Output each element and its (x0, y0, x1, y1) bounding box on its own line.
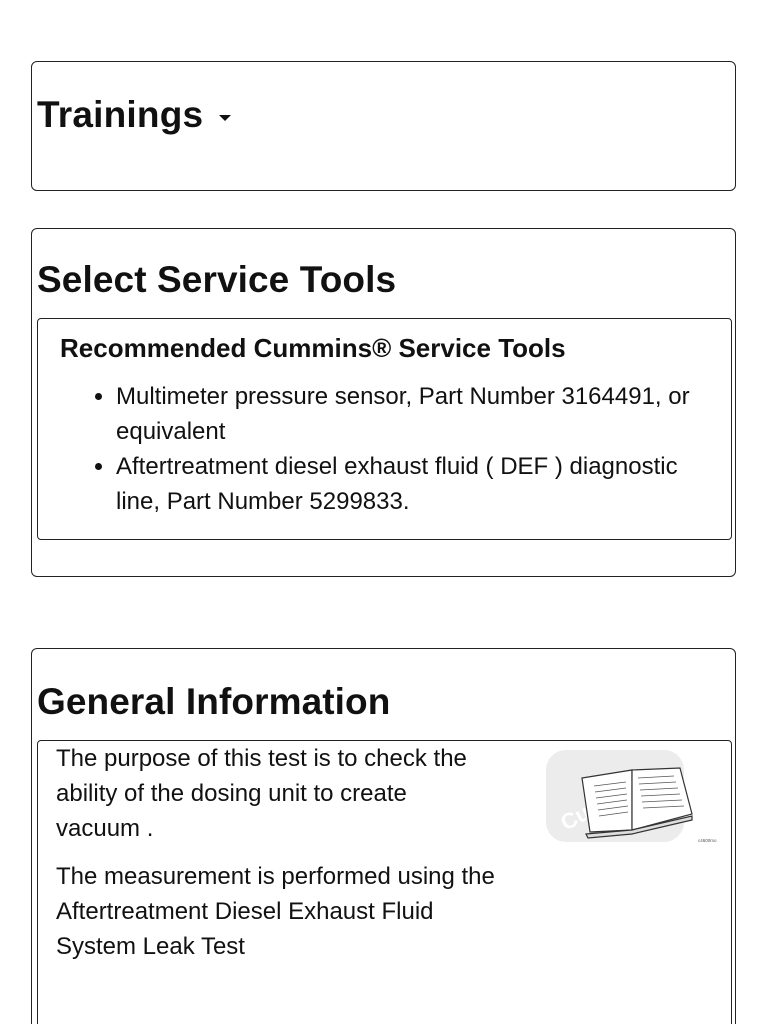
trainings-title: Trainings (37, 94, 204, 135)
general-information-card (31, 648, 736, 1024)
svg-text:c4600mo: c4600mo (698, 838, 717, 843)
service-tools-card (31, 228, 736, 577)
tool-list (76, 379, 716, 519)
general-paragraph: The measurement is performed using the Aftertreatment Diesel Exhaust Fluid System Leak Test (56, 863, 495, 960)
trainings-dropdown[interactable] (37, 94, 231, 136)
tool-list-item: • Aftertreatment diesel exhaust fluid ( DEF ) diagnostic line, Part Number 5299833. (116, 449, 716, 519)
general-information-box (37, 740, 732, 1024)
general-paragraph: The purpose of this test is to check the ability of the dosing unit to create vacuum . (56, 745, 467, 842)
trainings-card (31, 61, 736, 191)
recommended-tools-heading: Recommended Cummins® Service Tools (60, 333, 566, 363)
general-information-title: General Information (37, 681, 391, 722)
recommended-tools-box (37, 318, 732, 540)
tool-list-item: • Multimeter pressure sensor, Part Number 3164491, or equivalent (116, 379, 716, 449)
open-book-icon (546, 746, 722, 846)
caret-down-icon (219, 115, 231, 121)
service-tools-title: Select Service Tools (37, 259, 397, 300)
